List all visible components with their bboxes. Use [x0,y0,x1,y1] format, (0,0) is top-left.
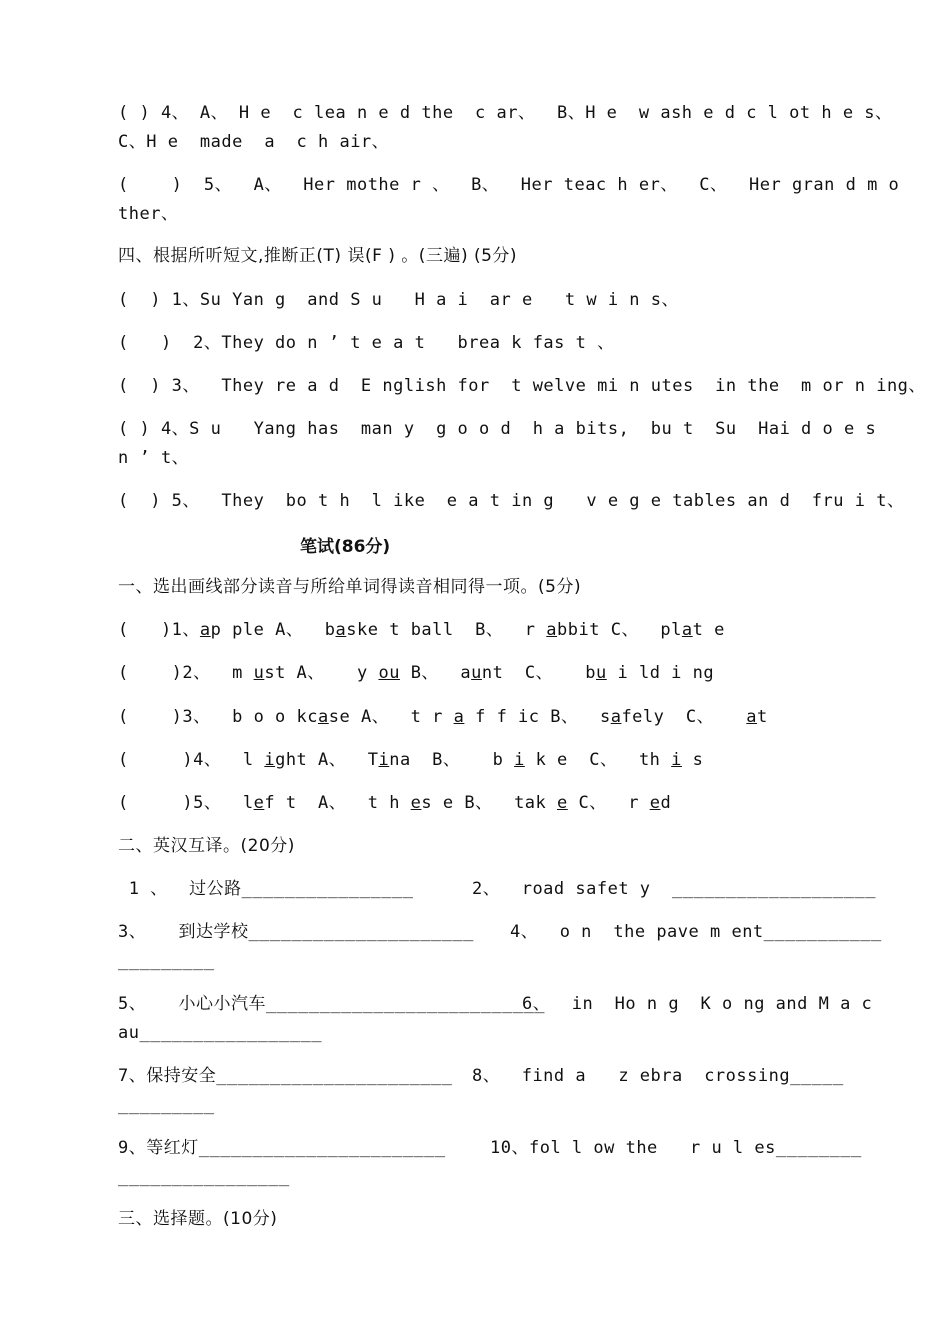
translation-item-9: 9、等红灯_______________________ [118,1138,446,1158]
translation-item-6-cont: au_________________ [118,1023,322,1043]
translation-item-10: 10、fol l ow the r u l es________ [490,1138,862,1158]
translation-item-7: 7、保持安全______________________ [118,1066,453,1086]
section-heading-listening-4: 四、根据所听短文,推断正(T) 误(F ) 。(三遍) (5分) [118,246,518,266]
tf-item-4-cont: n ’ t、 [118,448,190,468]
pronunciation-item: ( )4、 l ight A、 Tina B、 b i k e C、 th i s [118,750,704,770]
tf-item-4: ( ) 4、S u Yang has man y g o o d h a bits, bu t Su Hai d o e s [118,419,877,439]
section-heading-translation: 二、英汉互译。(20分) [118,836,295,856]
translation-item-4-cont: _________ [118,951,215,971]
translation-item-3: 3、 到达学校_____________________ [118,922,474,942]
tf-item-5: ( ) 5、 They bo t h l ike e a t in g v e g e tables an d fru i t、 [118,491,905,511]
translation-item-4: 4、 o n the pave m ent___________ [510,922,882,942]
translation-item-1: 1 、 过公路________________ [118,879,414,899]
listening-q4-line2: C、H e made a c h air、 [118,132,390,152]
tf-item-1: ( ) 1、Su Yan g and S u H a i ar e t w i n s、 [118,290,680,310]
listening-q5-line1: ( ) 5、 A、 Her mothe r 、 B、 Her teac h er、 C、 Her gran d m o [118,175,900,195]
translation-item-8-cont: _________ [118,1095,215,1115]
translation-item-5: 5、 小心小汽车__________________________ [118,994,546,1014]
written-section-title: 笔试(86分) [300,537,391,557]
listening-q5-line2: ther、 [118,204,179,224]
translation-item-8: 8、 find a z ebra crossing_____ [472,1066,844,1086]
translation-item-6: 6、 in Ho n g K o ng and M a c [522,994,873,1014]
pronunciation-item: ( )3、 b o o kcase A、 t r a f f ic B、 safely C、 at [118,707,768,727]
translation-item-2: 2、 road safet y ___________________ [472,879,876,899]
pronunciation-item: ( )1、ap ple A、 baske t ball B、 r abbit C、 plat e [118,620,725,640]
pronunciation-item: ( )2、 m ust A、 y ou B、 aunt C、 bu i ld i ng [118,663,715,683]
listening-q4-line1: ( ) 4、 A、 H e c lea n e d the c ar、 B、H e w ash e d c l ot h e s、 [118,103,893,123]
section-heading-choice: 三、选择题。(10分) [118,1209,278,1229]
pronunciation-item: ( )5、 lef t A、 t h es e B、 tak e C、 r ed [118,793,672,813]
translation-item-10-cont: ________________ [118,1167,290,1187]
tf-item-2: ( ) 2、They do n ’ t e a t brea k fas t 、 [118,333,615,353]
section-heading-pronunciation: 一、选出画线部分读音与所给单词得读音相同得一项。(5分) [118,577,582,597]
tf-item-3: ( ) 3、 They re a d E nglish for t welve mi n utes in the m or n ing、 [118,376,926,396]
